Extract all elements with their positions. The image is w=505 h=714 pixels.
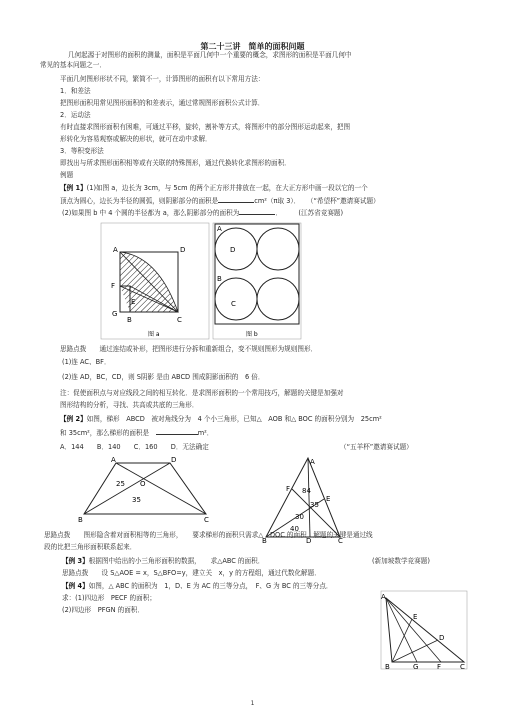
fig-b-point-d: D <box>230 246 236 254</box>
trap-point-a: A <box>111 456 116 464</box>
answer-blank <box>156 428 198 435</box>
figure-trapezoid <box>78 456 216 526</box>
example-2-line-2 <box>60 428 490 438</box>
fig-a-point-d: D <box>180 246 186 254</box>
ex4-point-a: A <box>381 593 386 601</box>
figure-triangle-areas <box>262 455 344 543</box>
example-1-note-2: 图形结构的分析，寻找、共高或共底的三角形． <box>60 401 199 409</box>
trap-point-c: C <box>204 516 209 524</box>
example-1-line-3 <box>62 208 492 218</box>
answer-blank <box>218 196 254 203</box>
example-1-tag: 【例 1】 <box>60 184 87 192</box>
trap-area-35: 35 <box>132 496 141 504</box>
example-2-line-1 <box>60 415 490 424</box>
examples-heading: 例题 <box>60 171 74 179</box>
tri-point-d: D <box>306 537 312 543</box>
example-3-text-1: 根据图中给出的小三角形面积的数据， 求△ABC 的面积． <box>88 557 265 565</box>
example-1-text-1: (1)如图 a，边长为 3cm，与 5cm 的两个正方形并排放在一起，在大正方形中画一段以它的一个 <box>86 184 368 192</box>
example-2-text-2a: 和 35cm²，那么梯形的面积是 <box>60 429 150 437</box>
fig-b-point-b: B <box>217 275 222 283</box>
fig-a-point-g: G <box>112 310 118 318</box>
example-2-text-2b: m²． <box>197 429 214 437</box>
example-2-tag: 【例 2】 <box>60 415 87 423</box>
trap-area-25: 25 <box>116 480 125 488</box>
example-1-solution-1: 思路点拨 通过连结或补形，把图形进行分拆和重新组合，变不规则图形为规则图形． <box>60 345 318 353</box>
example-4-tag: 【例 4】 <box>62 582 89 590</box>
example-4-text-1: 如图，△ ABC 的面积为 1，D、E 为 AC 的三等分点， F、G 为 BC 的三等分点． <box>88 582 333 590</box>
tri-area-40: 40 <box>290 525 299 533</box>
fig-b-point-c: C <box>231 300 236 308</box>
figure-example-4 <box>380 590 468 670</box>
example-1-text-3b: ． <box>275 209 279 217</box>
tri-point-e: E <box>326 495 331 503</box>
example-1-line-2 <box>60 196 490 206</box>
fig-a-point-c: C <box>177 316 182 324</box>
method-1-text: 把图形面积用常见图形面积的和差表示，通过常规图形面积公式计算． <box>60 99 265 107</box>
figure-a <box>100 222 210 340</box>
fig-a-point-f: F <box>111 282 116 290</box>
page-title: 第二十三讲 简单的面积问题 <box>200 42 305 51</box>
ex4-point-d: D <box>439 634 445 642</box>
page-number: 1 <box>250 700 255 707</box>
method-2-heading: 2．运动法 <box>60 111 91 119</box>
figure-b <box>212 222 302 340</box>
method-3-heading: 3．等积变形法 <box>60 147 104 155</box>
example-1-solution-3: (2)连 AD，BC，CD，则 S阴影 是由 ABCD 围成阴影面积的 6 倍． <box>62 373 265 381</box>
fig-b-point-a: A <box>217 225 222 233</box>
example-4-line-2: 求：(1)四边形 PECF 的面积； <box>62 594 156 602</box>
answer-blank <box>239 208 275 215</box>
tri-point-f: F <box>286 485 291 493</box>
ex4-point-b: B <box>385 663 390 670</box>
intro-line-1: 几何起源于对图形的面积的测量，面积是平面几何中一个重要的概念，求图形的面积是平面几何中 <box>68 51 352 59</box>
example-1-text-2b: cm²（π取 3）． <box>254 197 297 205</box>
method-1-heading: 1．和差法 <box>60 87 91 95</box>
example-2-text-1: 如图，梯形 ABCD 被对角线分为 4 个小三角形，已知△ AOB 和△ BOC 的面积分别为 25cm² <box>86 415 382 423</box>
example-1-text-2a: 顶点为圆心，边长为半径的圆弧，则阴影部分的面积是 <box>60 197 219 205</box>
example-3-source: (新加坡数学竞赛题) <box>372 557 430 565</box>
example-2-source: （“五羊杯”邀请赛试题） <box>340 443 413 451</box>
fig-b-caption: 图 b <box>246 331 258 338</box>
tri-area-35: 35 <box>310 501 319 509</box>
example-1-note-1: 注：促使面积点与对应线段之间的相互转化．是求图形面积的一个常用技巧，解题的关键是加强对 <box>60 389 344 397</box>
tri-area-30: 30 <box>295 513 304 521</box>
tri-area-84: 84 <box>302 487 311 495</box>
intro-line-2: 常见的基本问题之一． <box>40 61 106 69</box>
example-1-text-3a: (2)如果图 b 中 4 个圆的半径都为 a，那么阴影部分的面积为 <box>62 209 240 217</box>
ex4-point-g: G <box>413 663 419 670</box>
trap-point-o: O <box>140 480 146 488</box>
fig-a-point-b: B <box>127 316 132 324</box>
fig-a-caption: 图 a <box>148 331 160 338</box>
method-2-text-1: 有时直接求图形面积有困难，可通过平移，旋转，割补等方式，将图形中的部分图形运动起来，把图 <box>60 123 351 131</box>
example-3-hint: 思路点拨 设 S△AOE = x，S△BFO=y，建立关 x，y 的方程组，通过代数化解题． <box>62 569 321 577</box>
example-4-line-3: (2)四边形 PFGN 的面积． <box>62 606 144 614</box>
ex4-point-e: E <box>413 613 418 621</box>
tri-point-a: A <box>310 458 315 466</box>
tri-point-c: C <box>338 537 343 543</box>
fig-a-point-a: A <box>113 246 118 254</box>
method-2-text-2: 形转化为容易观察或解决的形状，就可在动中求解． <box>60 135 212 143</box>
example-2-solution-1: 思路点拨 图形隐含着对面积相等的三角形， 要求梯形的面积只需求△ DOC 的面积，解题的关键是通过线 <box>44 531 373 539</box>
example-3-tag: 【例 3】 <box>62 557 89 565</box>
fig-a-point-e: E <box>131 298 136 306</box>
trap-point-b: B <box>78 516 83 524</box>
method-3-text: 即找出与所求图形面积相等或有关联的特殊图形，通过代换转化求图形的面积． <box>60 159 291 167</box>
ex4-point-f: F <box>437 663 442 670</box>
trap-point-d: D <box>171 456 177 464</box>
intro-line-3: 平面几何图形形状不同，繁简不一，计算图形的面积有以下常用方法： <box>60 75 265 83</box>
tri-point-b: B <box>262 537 267 543</box>
example-1-line-1 <box>60 184 490 193</box>
example-1-source: （“希望杯”邀请赛试题） <box>310 197 380 205</box>
ex4-point-c: C <box>460 663 465 670</box>
example-1-source-2: (江苏省竞赛题) <box>298 209 344 217</box>
example-1-solution-2: (1)连 AC、BF． <box>62 358 111 366</box>
example-2-options: A．144 B．140 C．160 D．无法确定 <box>60 443 209 451</box>
example-2-solution-2: 段的比把三角形面积联系起来． <box>44 543 137 551</box>
